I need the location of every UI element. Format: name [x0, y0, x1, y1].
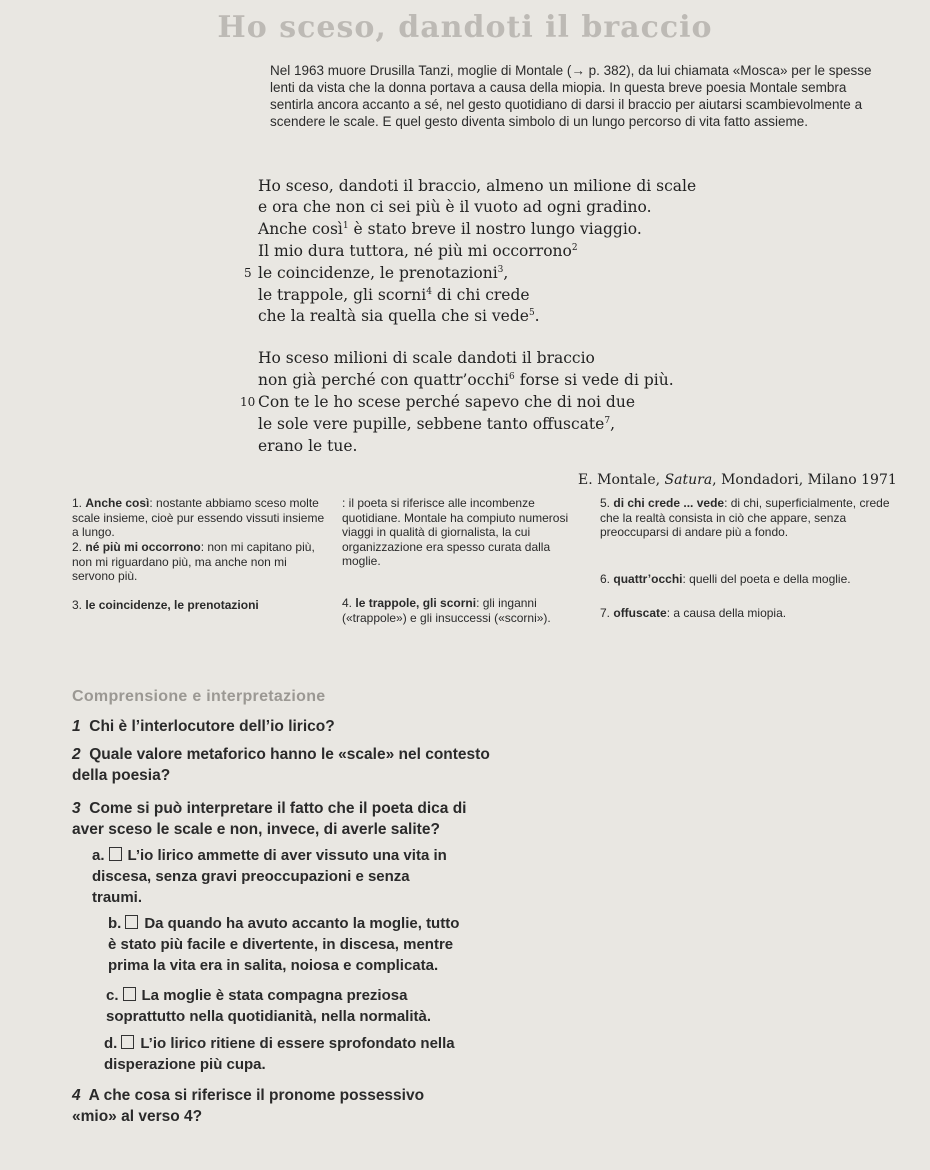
footnote: 7. offuscate: a causa della miopia. [600, 606, 787, 620]
footnote-continued: : il poeta si riferisce alle incombenze quotidiane. Montale ha compiuto numerosi viaggi in qualità di giornalista, la cui organizzazione era spesso curata dalla moglie. [342, 496, 569, 568]
question: 2 Quale valore metaforico hanno le «scale» nel contesto della poesia? [72, 746, 490, 784]
checkbox[interactable] [123, 987, 136, 1001]
poem-line: Ho sceso milioni di scale dandoti il braccio [258, 349, 595, 367]
question: 4 A che cosa si riferisce il pronome possessivo «mio» al verso 4? [72, 1087, 425, 1125]
checkbox[interactable] [109, 847, 122, 861]
footnote: 5. di chi crede ... vede: di chi, superficialmente, crede che la realtà consista in ciò che appare, senza preoccuparsi di andare più a fondo. [600, 496, 890, 539]
question: 1 Chi è l’interlocutore dell’io lirico? [72, 718, 335, 735]
poem-line: che la realtà sia quella che si vede$^5$. [258, 307, 540, 325]
poem-line: erano le tue. [258, 437, 358, 455]
footnote: 4. le trappole, gli scorni: gli inganni («trappole») e gli insuccessi («scorni»). [342, 596, 551, 625]
answer-option: a. L’io lirico ammette di aver vissuto una vita in discesa, senza gravi preoccupazioni e senza traumi. [92, 847, 447, 906]
section-title: Comprensione e interpretazione [72, 688, 326, 705]
poem-line: le sole vere pupille, sebbene tanto offuscate$^7$, [258, 415, 616, 433]
line-number: 5 [244, 266, 252, 280]
footnote: 2. né più mi occorrono: non mi capitano più, non mi riguardano più, ma anche non mi servono più. [72, 540, 315, 583]
poem-line: non già perché con quattr’occhi$^6$ forse si vede di più. [258, 371, 674, 389]
checkbox[interactable] [125, 915, 138, 929]
poem-title: Ho sceso, dandoti il braccio [217, 10, 713, 45]
poem-line: Con te le ho scese perché sapevo che di noi due [258, 393, 636, 411]
intro-paragraph: Nel 1963 muore Drusilla Tanzi, moglie di Montale (→ p. 382), da lui chiamata «Mosca» per le spesse lenti da vista che la donna portava a causa della miopia. In questa breve poesia Montale sembra sentirla ancora accanto a sé, nel gesto quotidiano di darsi il braccio per aiutarsi scambievolmente a scendere le scale. E quel gesto diventa simbolo di un lungo percorso di vita fatto assieme. [270, 63, 872, 129]
question: 3 Come si può interpretare il fatto che il poeta dica di aver sceso le scale e non, invece, di averle salite? [72, 800, 467, 838]
footnote: 1. Anche così: nostante abbiamo sceso molte scale insieme, cioè pur essendo vissuti insieme a lungo. [72, 496, 325, 539]
poem-line: Anche così$^1$ è stato breve il nostro lungo viaggio. [258, 220, 642, 238]
poem-line: le trappole, gli scorni$^4$ di chi crede [258, 286, 530, 304]
poem-line: e ora che non ci sei più è il vuoto ad ogni gradino. [258, 198, 652, 216]
poem-line: Ho sceso, dandoti il braccio, almeno un milione di scale [258, 177, 697, 195]
answer-option: d. L’io lirico ritiene di essere sprofondato nella disperazione più cupa. [104, 1035, 455, 1073]
poem-source: E. Montale, Satura, Mondadori, Milano 1971 [578, 472, 897, 488]
line-number: 10 [240, 395, 256, 409]
checkbox[interactable] [121, 1035, 134, 1049]
poem-line: le coincidenze, le prenotazioni$^3$, [258, 264, 509, 282]
answer-option: c. La moglie è stata compagna preziosa soprattutto nella quotidianità, nella normalità. [106, 987, 432, 1025]
answer-option: b. Da quando ha avuto accanto la moglie, tutto è stato più facile e divertente, in discesa, mentre prima la vita era in salita, noiosa e complicata. [108, 915, 460, 974]
poem-line: Il mio dura tuttora, né più mi occorrono$^2$ [258, 242, 578, 260]
footnote: 6. quattr’occhi: quelli del poeta e della moglie. [600, 572, 851, 586]
footnote: 3. le coincidenze, le prenotazioni [72, 598, 259, 612]
